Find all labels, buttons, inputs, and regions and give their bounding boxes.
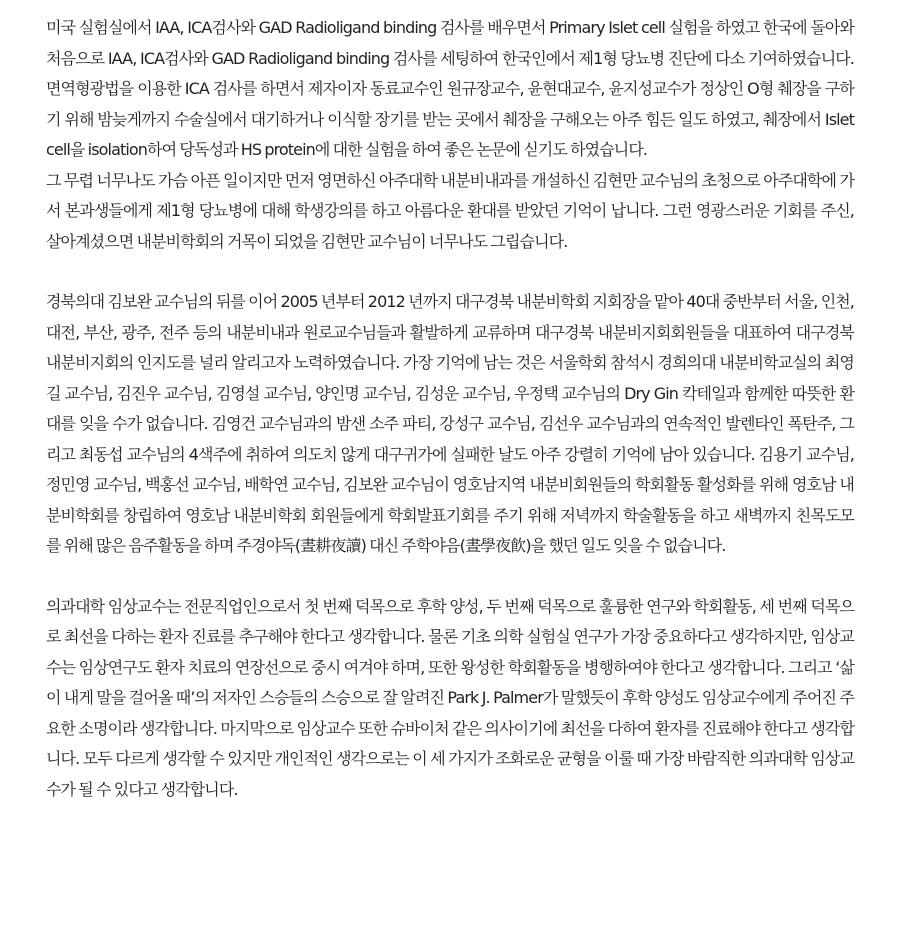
paragraph-ajou-memory: 그 무렵 너무나도 가슴 아픈 일이지만 먼저 영면하신 아주대학 내분비내과를 개설하신 김현만 교수님의 초청으로 아주대학에 가서 본과생들에게 제1형 당뇨병에 대해 학생강의를 하고 아름다운 환대를 받았던 기억이 납니다. 그런 영광스러운 기회를 주신, 살아계셨으면 내분비학회의 거목이 되었을 김현만 교수님이 너무나도 그립습니다. — [46, 170, 854, 251]
paragraph-gap — [46, 257, 854, 287]
paragraph-gap — [46, 562, 854, 592]
paragraph-islet-research: 미국 실험실에서 IAA, ICA검사와 GAD Radioligand binding 검사를 배우면서 Primary Islet cell 실험을 하였고 한국에 돌아와 처음으로 IAA, ICA검사와 GAD Radioligand binding 검사를 세팅하여 한국인에서 제1형 당뇨병 진단에 다소 기여하였습니다. 면역형광법을 이용한 ICA 검사를 하면서 제자이자 동료교수인 원규장교수, 윤현대교수, 윤지성교수가 정상인 O형 췌장을 구하기 위해 밤늦게까지 수술실에서 대기하거나 이식할 장기를 받는 곳에서 췌장을 구해오는 아주 힘든 일도 하였고, 췌장에서 Islet cell을 isolation하여 당독성과 HS protein에 대한 실험을 하여 좋은 논문에 싣기도 하였습니다. — [46, 18, 854, 159]
paragraph-clinical-professor: 의과대학 임상교수는 전문직업인으로서 첫 번째 덕목으로 후학 양성, 두 번째 덕목으로 훌륭한 연구와 학회활동, 세 번째 덕목으로 최선을 다하는 환자 진료를 추구해야 한다고 생각합니다. 물론 기초 의학 실험실 연구가 가장 중요하다고 생각하지만, 임상교수는 임상연구도 환자 치료의 연장선으로 중시 여겨야 하며, 또한 왕성한 학회활동을 병행하여야 한다고 생각합니다. 그리고 ‘삶이 내게 말을 걸어올 때’의 저자인 스승들의 스승으로 잘 알려진 Park J. Palmer가 말했듯이 후학 양성도 임상교수에게 주어진 주요한 소명이라 생각합니다. 마지막으로 임상교수 또한 슈바이처 같은 의사이기에 최선을 다하여 환자를 진료해야 한다고 생각합니다. 모두 다르게 생각할 수 있지만 개인적인 생각으로는 이 세 가지가 조화로운 균형을 이룰 때 가장 바람직한 의과대학 임상교수가 될 수 있다고 생각합니다. — [46, 596, 854, 799]
paragraph-endocrine-society: 경북의대 김보완 교수님의 뒤를 이어 2005 년부터 2012 년까지 대구경북 내분비학회 지회장을 맡아 40대 중반부터 서울, 인천, 대전, 부산, 광주, 전주 등의 내분비내과 원로교수님들과 활발하게 교류하며 대구경북 내분비지회회원들을 대표하여 대구경북 내분비지회의 인지도를 널리 알리고자 노력하였습니다. 가장 기억에 남는 것은 서울학회 참석시 경희의대 내분비학교실의 최영길 교수님, 김진우 교수님, 김영설 교수님, 양인명 교수님, 김성운 교수님, 우정택 교수님의 Dry Gin 칵테일과 함께한 따뜻한 환대를 잊을 수가 없습니다. 김영건 교수님과의 밤샌 소주 파티, 강성구 교수님, 김선우 교수님과의 연속적인 발렌타인 폭탄주, 그리고 최동섭 교수님의 4색주에 취하여 의도치 않게 대구귀가에 실패한 날도 아주 강렬히 기억에 남아 있습니다. 김용기 교수님, 정민영 교수님, 백홍선 교수님, 배학연 교수님, 김보완 교수님이 영호남지역 내분비회원들의 학회활동 활성화를 위해 영호남 내분비학회를 창립하여 영호남 내분비학회 회원들에게 학회발표기회를 주기 위해 저녁까지 학술활동을 하고 새벽까지 친목도모를 위해 많은 음주활동을 하며 주경야독(晝耕夜讀) 대신 주학야음(晝學夜飮)을 했던 일도 잊을 수 없습니다. — [46, 292, 854, 555]
